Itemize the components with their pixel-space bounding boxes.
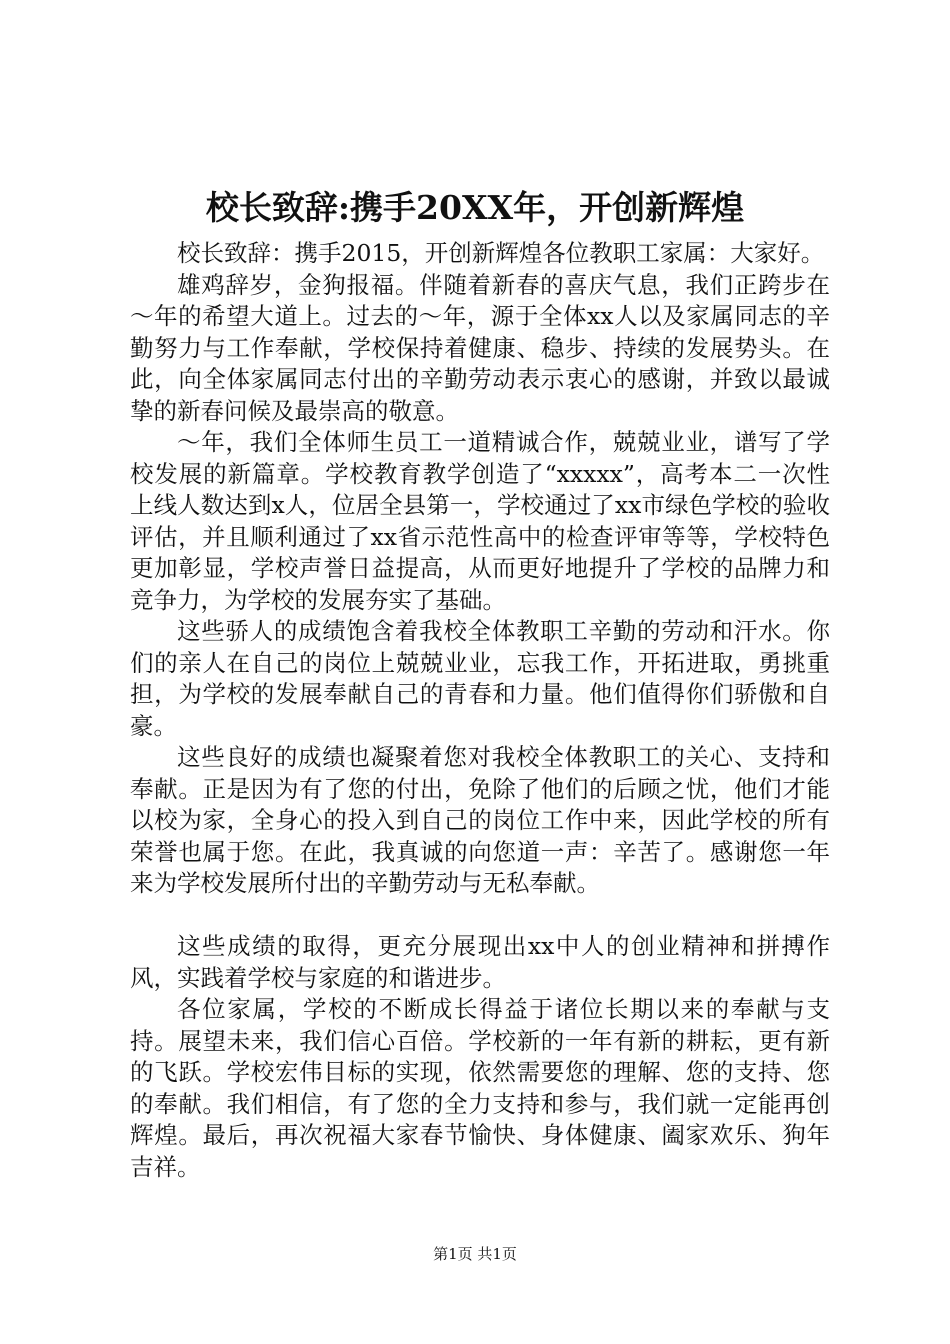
document-title: 校长致辞:携手20XX年，开创新辉煌 [205, 188, 745, 227]
page-footer: 第1页 共1页 [433, 1245, 517, 1263]
paragraph-closing: 各位家属，学校的不断成长得益于诸位长期以来的奉献与支持。展望未来，我们信心百倍。学校新的一年有新的耕耘，更有新的飞跃。学校宏伟目标的实现，依然需要您的理解、您的支持、您的奉献。我们相信，有了您的全力支持和参与，我们就一定能再创辉煌。最后，再次祝福大家春节愉快、身体健康、阖家欢乐、狗年吉祥。 [130, 995, 830, 1181]
paragraph: 这些良好的成绩也凝聚着您对我校全体教职工的关心、支持和奉献。正是因为有了您的付出，免除了他们的后顾之忧，他们才能以校为家，全身心的投入到自己的岗位工作中来，因此学校的所有荣誉也属于您。在此，我真诚的向您道一声：辛苦了。感谢您一年来为学校发展所付出的辛勤劳动与无私奉献。 [130, 743, 830, 897]
paragraph-gap [130, 900, 830, 932]
paragraph: 这些骄人的成绩饱含着我校全体教职工辛勤的劳动和汗水。你们的亲人在自己的岗位上兢兢业业，忘我工作，开拓进取，勇挑重担，为学校的发展奉献自己的青春和力量。他们值得你们骄傲和自豪。 [130, 617, 830, 740]
paragraph: 这些成绩的取得，更充分展现出xx中人的创业精神和拼搏作风，实践着学校与家庭的和谐进步。 [130, 932, 830, 992]
paragraph-greeting: 校长致辞：携手2015，开创新辉煌各位教职工家属：大家好。 [177, 239, 825, 267]
document-body [130, 238, 830, 1183]
paragraph: ～年，我们全体师生员工一道精诚合作，兢兢业业，谱写了学校发展的新篇章。学校教育教学创造了“xxxxx”，高考本二一次性上线人数达到x人，位居全县第一，学校通过了xx市绿色学校的验收评估，并且顺利通过了xx省示范性高中的检查评审等等，学校特色更加彰显，学校声誉日益提高，从而更好地提升了学校的品牌力和竞争力，为学校的发展夯实了基础。 [130, 428, 830, 614]
paragraph: 雄鸡辞岁，金狗报福。伴随着新春的喜庆气息，我们正跨步在～年的希望大道上。过去的～年，源于全体xx人以及家属同志的辛勤努力与工作奉献，学校保持着健康、稳步、持续的发展势头。在此，向全体家属同志付出的辛勤劳动表示衷心的感谢，并致以最诚挚的新春问候及最崇高的敬意。 [130, 270, 830, 425]
